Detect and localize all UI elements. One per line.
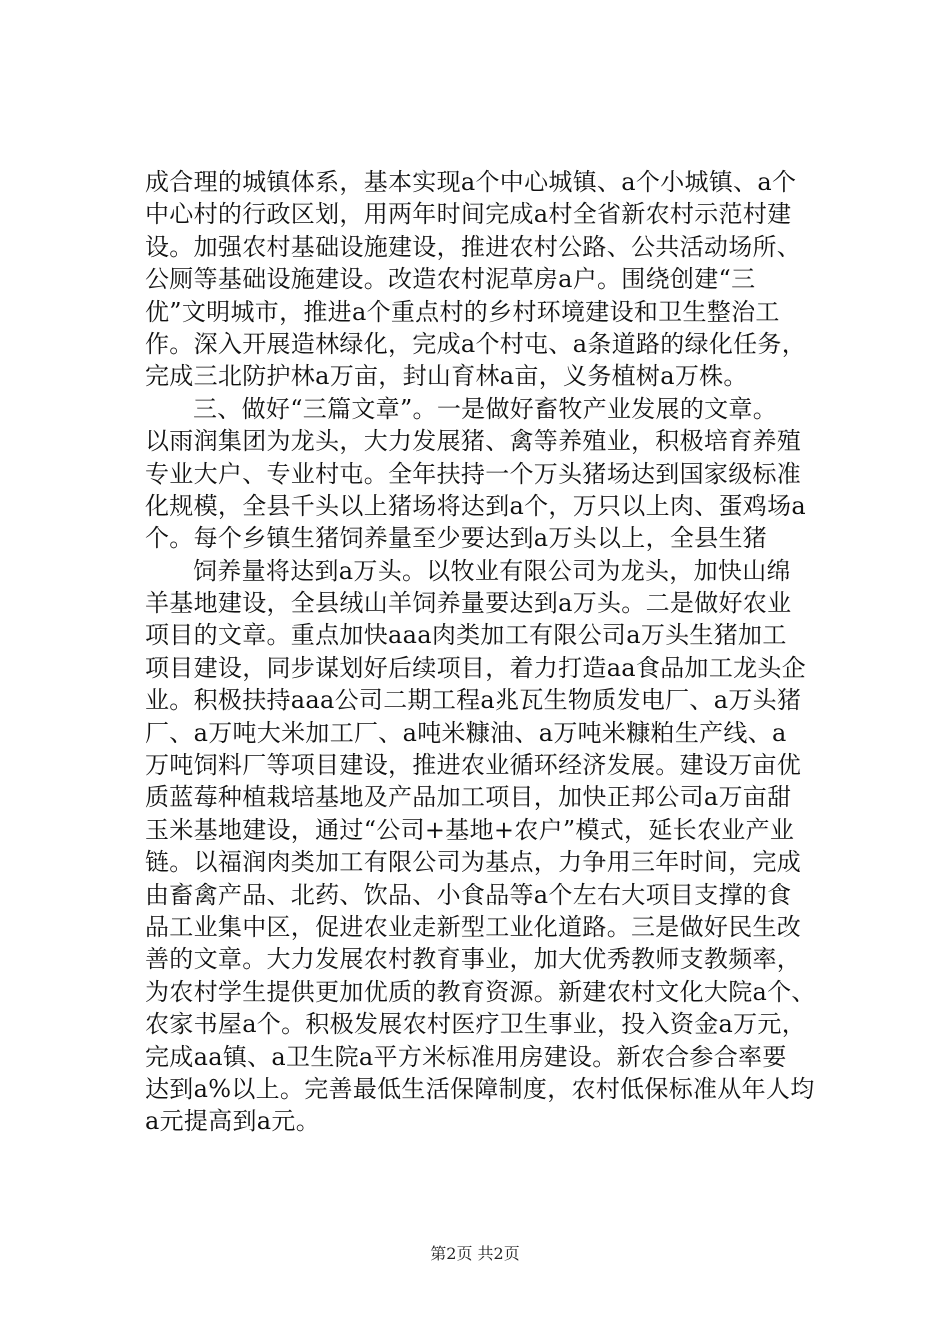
text-line: 品工业集中区，促进农业走新型工业化道路。三是做好民生改: [145, 912, 802, 941]
text-line: 作。深入开展造林绿化，完成a个村屯、a条道路的绿化任务，: [145, 329, 807, 358]
text-line: 农家书屋a个。积极发展农村医疗卫生事业，投入资金a万元，: [145, 1010, 807, 1039]
text-line: 厂、a万吨大米加工厂、a吨米糠油、a万吨米糠粕生产线、a: [145, 718, 787, 747]
text-line: 以雨润集团为龙头，大力发展猪、禽等养殖业，积极培育养殖: [145, 427, 802, 456]
page-footer: 第2页 共2页: [430, 1244, 520, 1263]
text-line: 化规模，全县千头以上猪场将达到a个，万只以上肉、蛋鸡场a: [145, 491, 807, 520]
text-line: 完成aa镇、a卫生院a平方米标准用房建设。新农合参合率要: [145, 1042, 787, 1071]
text-line: 项目建设，同步谋划好后续项目，着力打造aa食品加工龙头企: [145, 653, 807, 682]
text-line: 为农村学生提供更加优质的教育资源。新建农村文化大院a个、: [145, 977, 816, 1006]
text-line: 设。加强农村基础设施建设，推进农村公路、公共活动场所、: [145, 232, 802, 261]
text-line: 善的文章。大力发展农村教育事业，加大优秀教师支教频率，: [145, 945, 802, 974]
text-line: 玉米基地建设，通过“公司+基地+农户”模式，延长农业产业: [145, 815, 795, 844]
text-line: 由畜禽产品、北药、饮品、小食品等a个左右大项目支撑的食: [145, 880, 792, 909]
text-line: 完成三北防护林a万亩，封山育林a亩，义务植树a万株。: [145, 362, 748, 391]
text-line: 专业大户、专业村屯。全年扶持一个万头猪场达到国家级标准: [145, 459, 802, 488]
text-line: 项目的文章。重点加快aaa肉类加工有限公司a万头生猪加工: [145, 621, 787, 650]
text-line: 优”文明城市，推进a个重点村的乡村环境建设和卫生整治工: [145, 297, 780, 326]
text-line: 成合理的城镇体系，基本实现a个中心城镇、a个小城镇、a个: [145, 168, 797, 196]
section-heading-line: 三、做好“三篇文章”。一是做好畜牧产业发展的文章。: [193, 394, 778, 423]
text-line: a元提高到a元。: [145, 1107, 321, 1136]
text-line: 中心村的行政区划，用两年时间完成a村全省新农村示范村建: [145, 200, 792, 229]
text-line: 达到a%以上。完善最低生活保障制度，农村低保标准从年人均: [145, 1074, 815, 1103]
text-line: 链。以福润肉类加工有限公司为基点，力争用三年时间，完成: [145, 848, 802, 877]
text-line: 羊基地建设，全县绒山羊饲养量要达到a万头。二是做好农业: [145, 589, 792, 618]
text-line: 万吨饲料厂等项目建设，推进农业循环经济发展。建设万亩优: [145, 751, 802, 780]
text-line: 质蓝莓种植栽培基地及产品加工项目，加快正邦公司a万亩甜: [145, 783, 792, 812]
body-text: [145, 166, 835, 1138]
text-line: 公厕等基础设施建设。改造农村泥草房a户。围绕创建“三: [145, 265, 756, 294]
text-line: 业。积极扶持aaa公司二期工程a兆瓦生物质发电厂、a万头猪: [145, 686, 802, 715]
text-line: 个。每个乡镇生猪饲养量至少要达到a万头以上，全县生猪: [145, 524, 768, 553]
paragraph-start-line: 饲养量将达到a万头。以牧业有限公司为龙头，加快山绵: [193, 556, 791, 585]
